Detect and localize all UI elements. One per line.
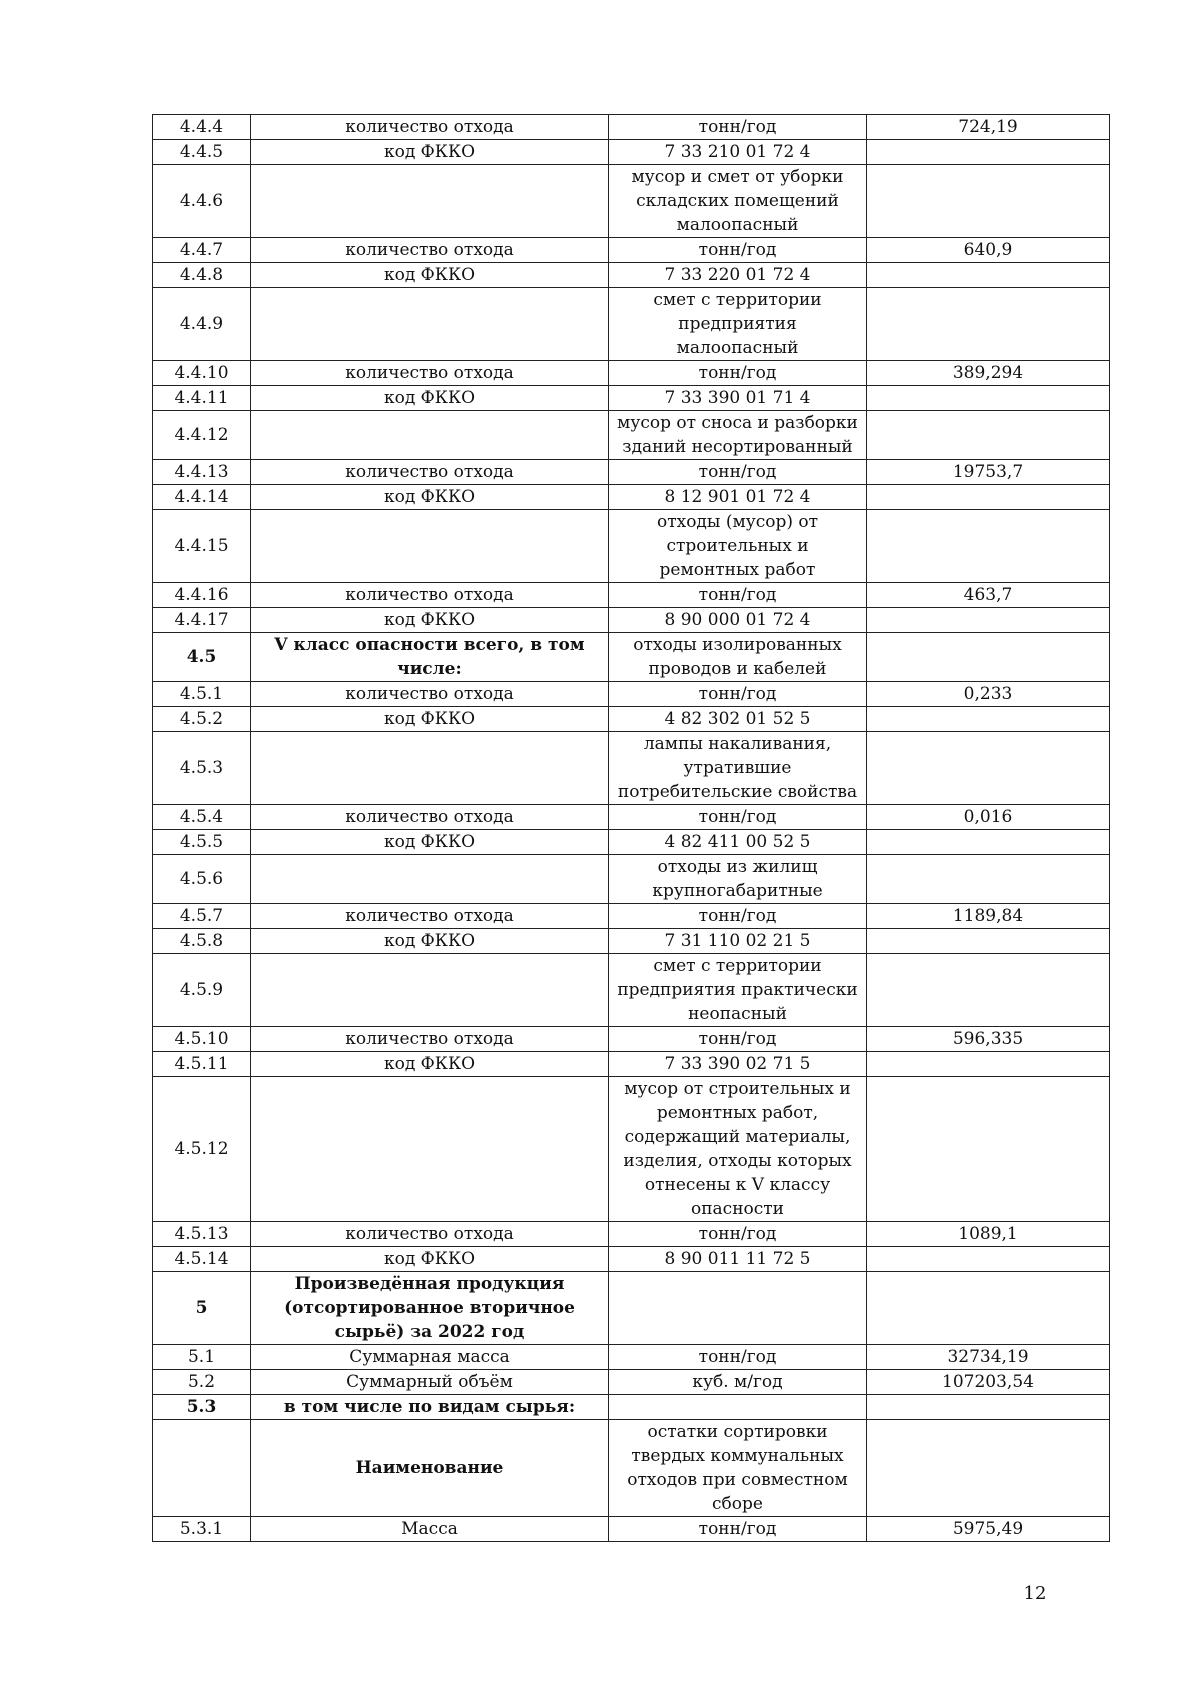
- row-unit: 7 33 220 01 72 4: [609, 263, 867, 288]
- row-number: 4.4.4: [153, 115, 251, 140]
- row-unit: мусор и смет от уборки складских помещений малоопасный: [609, 165, 867, 238]
- row-number: 4.4.13: [153, 460, 251, 485]
- row-value: [867, 954, 1110, 1027]
- row-value: [867, 1420, 1110, 1517]
- table-row: [153, 115, 1110, 140]
- table-row: [153, 238, 1110, 263]
- row-number: 4.4.5: [153, 140, 251, 165]
- row-name: Масса: [251, 1517, 609, 1542]
- table-row: [153, 1272, 1110, 1345]
- row-value: 596,335: [867, 1027, 1110, 1052]
- table-row: [153, 460, 1110, 485]
- row-name: [251, 411, 609, 460]
- row-number: 4.4.17: [153, 608, 251, 633]
- table-row: [153, 1027, 1110, 1052]
- row-unit: отходы (мусор) от строительных и ремонтных работ: [609, 510, 867, 583]
- row-unit: смет с территории предприятия малоопасный: [609, 288, 867, 361]
- row-name: код ФККО: [251, 140, 609, 165]
- row-number: 4.5.4: [153, 805, 251, 830]
- row-value: [867, 140, 1110, 165]
- row-value: [867, 1395, 1110, 1420]
- row-value: [867, 263, 1110, 288]
- row-name: [251, 732, 609, 805]
- row-name: [251, 510, 609, 583]
- row-value: 5975,49: [867, 1517, 1110, 1542]
- row-value: [867, 633, 1110, 682]
- table-row: [153, 1052, 1110, 1077]
- row-name: количество отхода: [251, 1222, 609, 1247]
- row-number: 4.4.7: [153, 238, 251, 263]
- table-row: [153, 386, 1110, 411]
- table-row: [153, 608, 1110, 633]
- row-value: 724,19: [867, 115, 1110, 140]
- row-number: 4.4.14: [153, 485, 251, 510]
- row-name: в том числе по видам сырья:: [251, 1395, 609, 1420]
- table-row: [153, 263, 1110, 288]
- row-unit: отходы из жилищ крупногабаритные: [609, 855, 867, 904]
- table-row: [153, 165, 1110, 238]
- row-number: 5: [153, 1272, 251, 1345]
- row-number: 4.5.2: [153, 707, 251, 732]
- row-name: код ФККО: [251, 929, 609, 954]
- table-row: [153, 904, 1110, 929]
- row-unit: 4 82 302 01 52 5: [609, 707, 867, 732]
- row-number: 4.5.6: [153, 855, 251, 904]
- row-name: код ФККО: [251, 707, 609, 732]
- row-value: 0,016: [867, 805, 1110, 830]
- row-unit: 7 33 210 01 72 4: [609, 140, 867, 165]
- row-name: Суммарная масса: [251, 1345, 609, 1370]
- row-value: [867, 165, 1110, 238]
- row-value: 463,7: [867, 583, 1110, 608]
- row-number: 4.5.12: [153, 1077, 251, 1222]
- row-value: [867, 1247, 1110, 1272]
- row-value: [867, 510, 1110, 583]
- row-name: [251, 1077, 609, 1222]
- row-unit: 8 90 011 11 72 5: [609, 1247, 867, 1272]
- table-row: [153, 732, 1110, 805]
- row-value: [867, 929, 1110, 954]
- row-unit: 8 90 000 01 72 4: [609, 608, 867, 633]
- row-name: код ФККО: [251, 608, 609, 633]
- table-row: [153, 510, 1110, 583]
- table-row: [153, 361, 1110, 386]
- row-value: 1089,1: [867, 1222, 1110, 1247]
- row-unit: [609, 1395, 867, 1420]
- row-name: количество отхода: [251, 1027, 609, 1052]
- row-number: 4.5.14: [153, 1247, 251, 1272]
- row-name: количество отхода: [251, 682, 609, 707]
- row-name: количество отхода: [251, 805, 609, 830]
- row-unit: тонн/год: [609, 1222, 867, 1247]
- row-number: 4.4.9: [153, 288, 251, 361]
- row-unit: 7 33 390 02 71 5: [609, 1052, 867, 1077]
- row-number: 4.5.1: [153, 682, 251, 707]
- row-name: Наименование: [251, 1420, 609, 1517]
- row-unit: мусор от сноса и разборки зданий несортированный: [609, 411, 867, 460]
- row-unit: мусор от строительных и ремонтных работ, содержащий материалы, изделия, отходы которых отнесены к V классу опасности: [609, 1077, 867, 1222]
- table-row: [153, 1395, 1110, 1420]
- row-value: [867, 830, 1110, 855]
- table-row: [153, 855, 1110, 904]
- table-row: [153, 1370, 1110, 1395]
- row-value: 19753,7: [867, 460, 1110, 485]
- row-unit: тонн/год: [609, 460, 867, 485]
- row-unit: тонн/год: [609, 805, 867, 830]
- row-name: V класс опасности всего, в том числе:: [251, 633, 609, 682]
- waste-table-body: [153, 115, 1110, 1542]
- row-unit: [609, 1272, 867, 1345]
- row-unit: куб. м/год: [609, 1370, 867, 1395]
- row-unit: тонн/год: [609, 361, 867, 386]
- row-name: код ФККО: [251, 1052, 609, 1077]
- row-value: 389,294: [867, 361, 1110, 386]
- table-row: [153, 288, 1110, 361]
- row-number: 4.5.11: [153, 1052, 251, 1077]
- row-number: [153, 1420, 251, 1517]
- row-value: 0,233: [867, 682, 1110, 707]
- row-number: 4.5.9: [153, 954, 251, 1027]
- row-value: [867, 411, 1110, 460]
- row-unit: отходы изолированных проводов и кабелей: [609, 633, 867, 682]
- row-name: код ФККО: [251, 830, 609, 855]
- row-unit: тонн/год: [609, 682, 867, 707]
- row-number: 4.4.10: [153, 361, 251, 386]
- row-unit: лампы накаливания, утратившие потребительские свойства: [609, 732, 867, 805]
- table-row: [153, 707, 1110, 732]
- row-name: [251, 855, 609, 904]
- table-row: [153, 929, 1110, 954]
- row-unit: 7 31 110 02 21 5: [609, 929, 867, 954]
- row-value: [867, 386, 1110, 411]
- table-row: [153, 1420, 1110, 1517]
- table-row: [153, 1247, 1110, 1272]
- row-value: [867, 1052, 1110, 1077]
- table-row: [153, 411, 1110, 460]
- row-number: 4.5: [153, 633, 251, 682]
- row-number: 4.4.8: [153, 263, 251, 288]
- row-number: 4.5.3: [153, 732, 251, 805]
- row-name: код ФККО: [251, 485, 609, 510]
- row-number: 5.3.1: [153, 1517, 251, 1542]
- table-row: [153, 682, 1110, 707]
- row-value: [867, 707, 1110, 732]
- row-value: 32734,19: [867, 1345, 1110, 1370]
- row-number: 5.1: [153, 1345, 251, 1370]
- row-name: код ФККО: [251, 386, 609, 411]
- table-row: [153, 805, 1110, 830]
- row-value: [867, 1077, 1110, 1222]
- table-row: [153, 1345, 1110, 1370]
- row-name: код ФККО: [251, 263, 609, 288]
- row-unit: тонн/год: [609, 904, 867, 929]
- row-unit: 4 82 411 00 52 5: [609, 830, 867, 855]
- row-name: количество отхода: [251, 904, 609, 929]
- row-unit: 7 33 390 01 71 4: [609, 386, 867, 411]
- row-value: [867, 288, 1110, 361]
- row-name: Суммарный объём: [251, 1370, 609, 1395]
- row-number: 4.5.8: [153, 929, 251, 954]
- row-unit: тонн/год: [609, 238, 867, 263]
- row-name: Произведённая продукция (отсортированное вторичное сырьё) за 2022 год: [251, 1272, 609, 1345]
- row-value: 107203,54: [867, 1370, 1110, 1395]
- page-number: 12: [1023, 1583, 1047, 1604]
- row-number: 4.5.7: [153, 904, 251, 929]
- row-number: 4.4.16: [153, 583, 251, 608]
- row-value: 640,9: [867, 238, 1110, 263]
- row-unit: остатки сортировки твердых коммунальных отходов при совместном сборе: [609, 1420, 867, 1517]
- row-unit: смет с территории предприятия практически неопасный: [609, 954, 867, 1027]
- table-row: [153, 1077, 1110, 1222]
- row-value: [867, 1272, 1110, 1345]
- row-number: 4.4.6: [153, 165, 251, 238]
- row-value: [867, 485, 1110, 510]
- table-row: [153, 830, 1110, 855]
- row-unit: тонн/год: [609, 1517, 867, 1542]
- row-number: 4.5.10: [153, 1027, 251, 1052]
- row-unit: тонн/год: [609, 1027, 867, 1052]
- row-value: 1189,84: [867, 904, 1110, 929]
- table-row: [153, 583, 1110, 608]
- row-unit: тонн/год: [609, 115, 867, 140]
- row-number: 4.4.12: [153, 411, 251, 460]
- row-value: [867, 732, 1110, 805]
- table-row: [153, 954, 1110, 1027]
- row-name: количество отхода: [251, 238, 609, 263]
- row-number: 4.4.11: [153, 386, 251, 411]
- waste-table: [152, 114, 1110, 1542]
- row-name: количество отхода: [251, 361, 609, 386]
- table-row: [153, 485, 1110, 510]
- table-row: [153, 1517, 1110, 1542]
- row-unit: тонн/год: [609, 583, 867, 608]
- row-name: [251, 288, 609, 361]
- row-unit: тонн/год: [609, 1345, 867, 1370]
- row-name: [251, 954, 609, 1027]
- table-row: [153, 140, 1110, 165]
- row-value: [867, 855, 1110, 904]
- row-unit: 8 12 901 01 72 4: [609, 485, 867, 510]
- row-name: количество отхода: [251, 583, 609, 608]
- table-row: [153, 633, 1110, 682]
- row-number: 4.4.15: [153, 510, 251, 583]
- row-name: количество отхода: [251, 460, 609, 485]
- row-value: [867, 608, 1110, 633]
- table-row: [153, 1222, 1110, 1247]
- row-name: [251, 165, 609, 238]
- row-name: количество отхода: [251, 115, 609, 140]
- row-number: 5.2: [153, 1370, 251, 1395]
- row-number: 4.5.5: [153, 830, 251, 855]
- row-number: 5.3: [153, 1395, 251, 1420]
- row-name: код ФККО: [251, 1247, 609, 1272]
- row-number: 4.5.13: [153, 1222, 251, 1247]
